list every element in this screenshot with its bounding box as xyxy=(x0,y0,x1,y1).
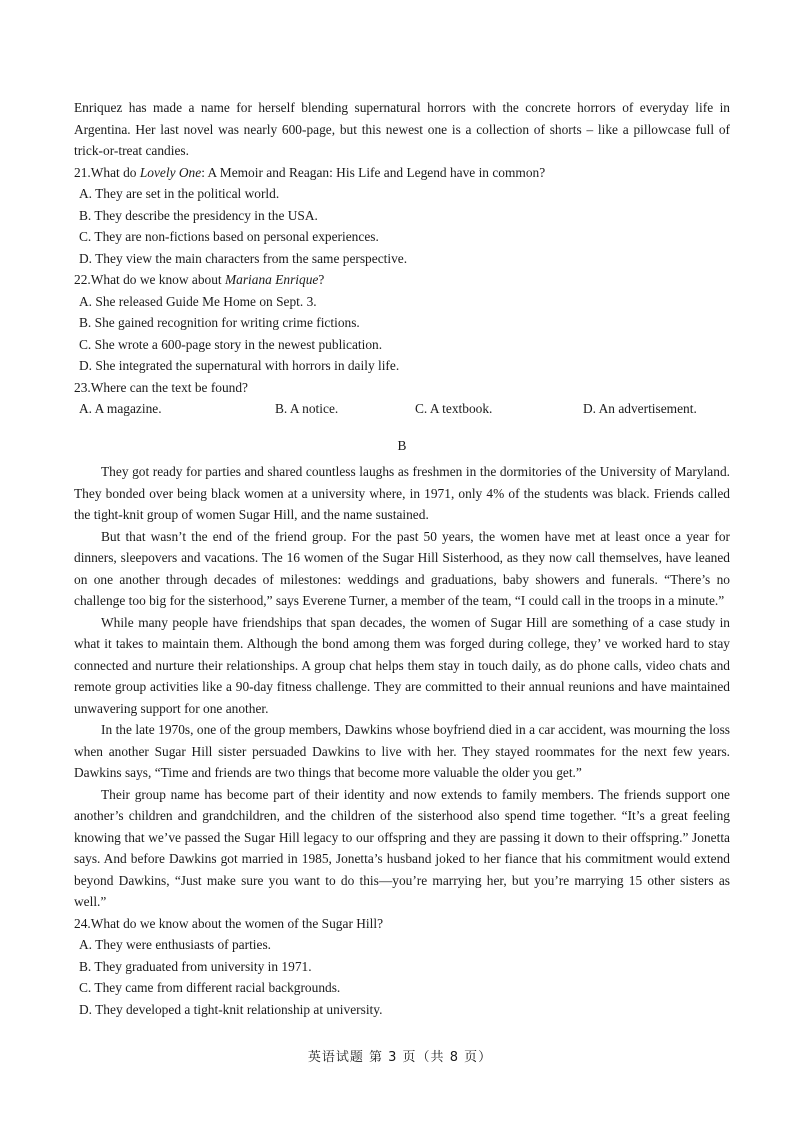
question-22-option-c: C. She wrote a 600-page story in the newest publication. xyxy=(79,336,383,352)
question-21-stem-start: 21.What do xyxy=(74,164,140,180)
section-b-heading: B xyxy=(397,437,407,453)
passage-b-paragraph-1: They got ready for parties and shared countless laughs as freshmen in the dormitories of the University of Maryland. They bonded over being black women at a university where, in 1971, only 4% of the students was black. Friends called the tight-knit group of women Sugar Hill, and the name sustained. xyxy=(74,464,730,522)
question-22-option-a: A. She released Guide Me Home on Sept. 3. xyxy=(79,293,317,309)
question-24-option-c: C. They came from different racial backgrounds. xyxy=(79,980,341,995)
question-23-stem: 23.Where can the text be found? xyxy=(74,379,248,395)
question-23-options xyxy=(74,398,730,420)
question-21-option-c: C. They are non-fictions based on personal experiences. xyxy=(79,229,379,244)
question-21-stem xyxy=(74,162,730,184)
question-24-option-b: B. They graduated from university in 1971. xyxy=(79,958,312,974)
question-24-stem: 24.What do we know about the women of the Sugar Hill? xyxy=(74,915,384,931)
page-footer: 英语试题 第 3 页（共 8 页） xyxy=(307,1050,493,1065)
question-22-italic-name: Mariana Enrique xyxy=(225,272,319,287)
question-23-option-d: D. An advertisement. xyxy=(583,401,697,416)
passage-b-paragraph-4: In the late 1970s, one of the group members, Dawkins whose boyfriend died in a car accident, was mourning the loss when another Sugar Hill sister persuaded Dawkins to live with her. They stayed roommates for the next few years. Dawkins says, “Time and friends are two things that become more valuable the older you get.” xyxy=(74,722,730,780)
question-21-italic-title: Lovely One xyxy=(139,164,202,180)
question-24-option-d: D. They developed a tight-knit relationship at university. xyxy=(79,1001,383,1017)
question-22-option-d: D. She integrated the supernatural with horrors in daily life. xyxy=(79,358,400,373)
question-24-option-a: A. They were enthusiasts of parties. xyxy=(79,937,272,952)
passage-b-paragraph-2: But that wasn’t the end of the friend group. For the past 50 years, the women have met at least once a year for dinners, sleepovers and vacations. The 16 women of the Sugar Hill Sisterhood, as they now call themselves, have leaned on one another through decades of milestones: weddings and graduations, baby showers and funerals. “There’s no challenge too big for the sisterhood,” says Everene Turner, a member of the team, “I could call in the troops in a minute.” xyxy=(74,528,730,608)
question-23-option-b: B. A notice. xyxy=(275,401,339,416)
passage-b-paragraph-5: Their group name has become part of their identity and now extends to family members. The friends support one another’s children and grandchildren, and the children of the sisterhood also spend time together. “It’s a great feeling knowing that we’ve passed the Sugar Hill legacy to our offspring and they are passing it down to their offspring.” Jonetta says. And before Dawkins got married in 1985, Jonetta’s husband joked to her fiance that his commitment would extend beyond Dawkins, “Just make sure you want to do this—you’re marrying her, but you’re marrying 15 other sisters as well.” xyxy=(74,786,730,909)
exam-page xyxy=(74,97,730,1020)
question-22-stem xyxy=(74,269,730,291)
passage-a-tail: Enriquez has made a name for herself blending supernatural horrors with the concrete horrors of everyday life in Argentina. Her last novel was nearly 600-page, but this newest one is a collection of shorts – like a pillowcase full of trick-or-treat candies. xyxy=(74,100,730,158)
question-21-stem-end: : A Memoir and Reagan: His Life and Legend have in common? xyxy=(201,164,546,180)
question-23-option-a: A. A magazine. xyxy=(79,401,162,416)
question-21-option-d: D. They view the main characters from the same perspective. xyxy=(79,250,408,266)
passage-b-paragraph-3: While many people have friendships that span decades, the women of Sugar Hill are something of a case study in what it takes to maintain them. Although the bond among them was forged during college, they’ ve worked hard to stay connected and nurture their relationships. A group chat helps them stay in touch daily, as do phone calls, video chats and remote group activities like a 90-day fitness challenge. They are committed to their annual reunions and have maintained unwavering support for one another. xyxy=(74,614,730,716)
question-21-option-a: A. They are set in the political world. xyxy=(79,186,280,201)
question-22-option-b: B. She gained recognition for writing crime fictions. xyxy=(79,315,360,330)
question-22-stem-start: 22.What do we know about xyxy=(74,272,225,287)
question-21-option-b: B. They describe the presidency in the USA. xyxy=(79,207,318,223)
question-22-stem-end: ? xyxy=(318,272,325,287)
question-23-option-c: C. A textbook. xyxy=(415,401,493,416)
